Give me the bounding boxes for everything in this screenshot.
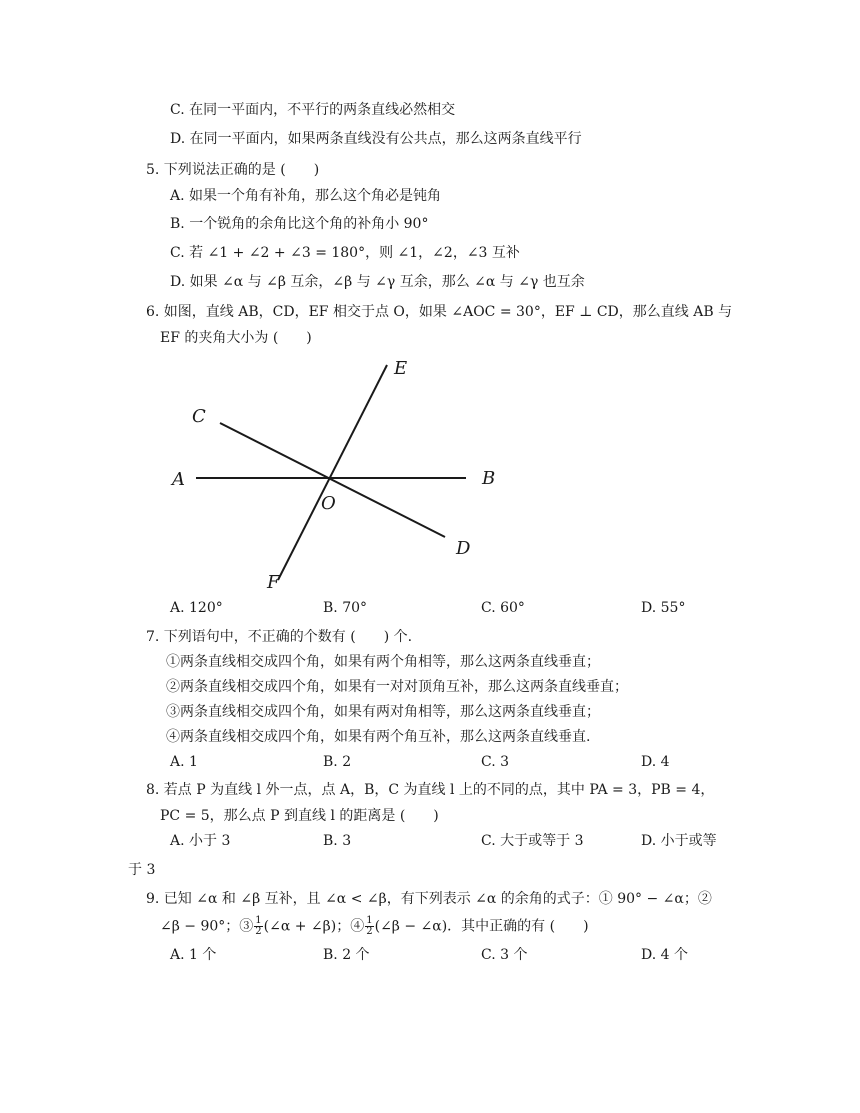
q5-option-b: B. 一个锐角的余角比这个角的补角小 90° bbox=[170, 216, 429, 232]
q9-stem-line1: 9. 已知 ∠α 和 ∠β 互补，且 ∠α < ∠β，有下列表示 ∠α 的余角的式子：① 90° − ∠α；② bbox=[146, 891, 712, 907]
q9-option-b: B. 2 个 bbox=[323, 947, 370, 963]
q9-stem-line2 bbox=[160, 916, 589, 937]
q7-stem: 7. 下列语句中，不正确的个数有 ( ) 个. bbox=[146, 629, 413, 645]
q7-option-a: A. 1 bbox=[170, 754, 198, 770]
q5-option-c: C. 若 ∠1 + ∠2 + ∠3 = 180°，则 ∠1，∠2，∠3 互补 bbox=[170, 245, 520, 261]
q6-stem-line1: 6. 如图，直线 AB，CD，EF 相交于点 O，如果 ∠AOC = 30°，EF ⊥ CD，那么直线 AB 与 bbox=[146, 304, 733, 320]
q8-option-b: B. 3 bbox=[323, 833, 352, 849]
q6-option-b: B. 70° bbox=[323, 600, 368, 616]
q9-fraction-half-1 bbox=[254, 916, 262, 937]
label-f: F bbox=[267, 572, 280, 593]
label-d: D bbox=[456, 538, 471, 559]
q4-option-c: C. 在同一平面内，不平行的两条直线必然相交 bbox=[170, 102, 456, 118]
q9-stem-part-a: ∠β − 90°；③ bbox=[160, 918, 254, 935]
q8-stem-line1: 8. 若点 P 为直线 l 外一点，点 A，B，C 为直线 l 上的不同的点，其中 PA = 3，PB = 4， bbox=[146, 782, 715, 798]
q8-option-d-wrap: 于 3 bbox=[128, 862, 156, 878]
q5-option-d: D. 如果 ∠α 与 ∠β 互余，∠β 与 ∠γ 互余，那么 ∠α 与 ∠γ 也互余 bbox=[170, 274, 585, 290]
line-cd bbox=[220, 423, 445, 537]
q6-option-d: D. 55° bbox=[641, 600, 686, 616]
q8-stem-line2: PC = 5，那么点 P 到直线 l 的距离是 ( ) bbox=[160, 808, 439, 824]
q8-option-c: C. 大于或等于 3 bbox=[481, 833, 584, 849]
q7-option-b: B. 2 bbox=[323, 754, 352, 770]
q6-stem-line2: EF 的夹角大小为 ( ) bbox=[160, 330, 312, 346]
label-b: B bbox=[482, 468, 496, 489]
label-a: A bbox=[172, 469, 185, 490]
q6-figure bbox=[160, 350, 540, 600]
label-o: O bbox=[321, 493, 336, 514]
q7-statement-2: ②两条直线相交成四个角，如果有一对对顶角互补，那么这两条直线垂直； bbox=[166, 679, 628, 695]
q9-stem-part-c: (∠β − ∠α)．其中正确的有 ( ) bbox=[374, 918, 589, 935]
q5-stem: 5. 下列说法正确的是 ( ) bbox=[146, 162, 320, 178]
q9-stem-part-b: (∠α + ∠β)；④ bbox=[263, 918, 365, 935]
q8-option-d: D. 小于或等 bbox=[641, 833, 717, 849]
label-c: C bbox=[192, 406, 206, 427]
q7-statement-4: ④两条直线相交成四个角，如果有两个角互补，那么这两条直线垂直. bbox=[166, 729, 591, 745]
fraction-numerator: 1 bbox=[255, 915, 262, 926]
q7-option-c: C. 3 bbox=[481, 754, 510, 770]
q9-fraction-half-2 bbox=[365, 916, 373, 937]
q7-statement-3: ③两条直线相交成四个角，如果有两对角相等，那么这两条直线垂直； bbox=[166, 704, 600, 720]
fraction-numerator: 1 bbox=[366, 915, 373, 926]
q5-option-a: A. 如果一个角有补角，那么这个角必是钝角 bbox=[170, 188, 442, 204]
fraction-denominator: 2 bbox=[366, 926, 373, 937]
q7-statement-1: ①两条直线相交成四个角，如果有两个角相等，那么这两条直线垂直； bbox=[166, 654, 600, 670]
q9-option-c: C. 3 个 bbox=[481, 947, 528, 963]
q6-option-c: C. 60° bbox=[481, 600, 525, 616]
q6-option-a: A. 120° bbox=[170, 600, 223, 616]
q9-option-a: A. 1 个 bbox=[170, 947, 217, 963]
line-ef bbox=[278, 365, 387, 580]
label-e: E bbox=[394, 358, 408, 379]
q4-option-d: D. 在同一平面内，如果两条直线没有公共点，那么这两条直线平行 bbox=[170, 131, 582, 147]
q8-option-a: A. 小于 3 bbox=[170, 833, 231, 849]
fraction-denominator: 2 bbox=[255, 926, 262, 937]
q9-option-d: D. 4 个 bbox=[641, 947, 688, 963]
q7-option-d: D. 4 bbox=[641, 754, 670, 770]
